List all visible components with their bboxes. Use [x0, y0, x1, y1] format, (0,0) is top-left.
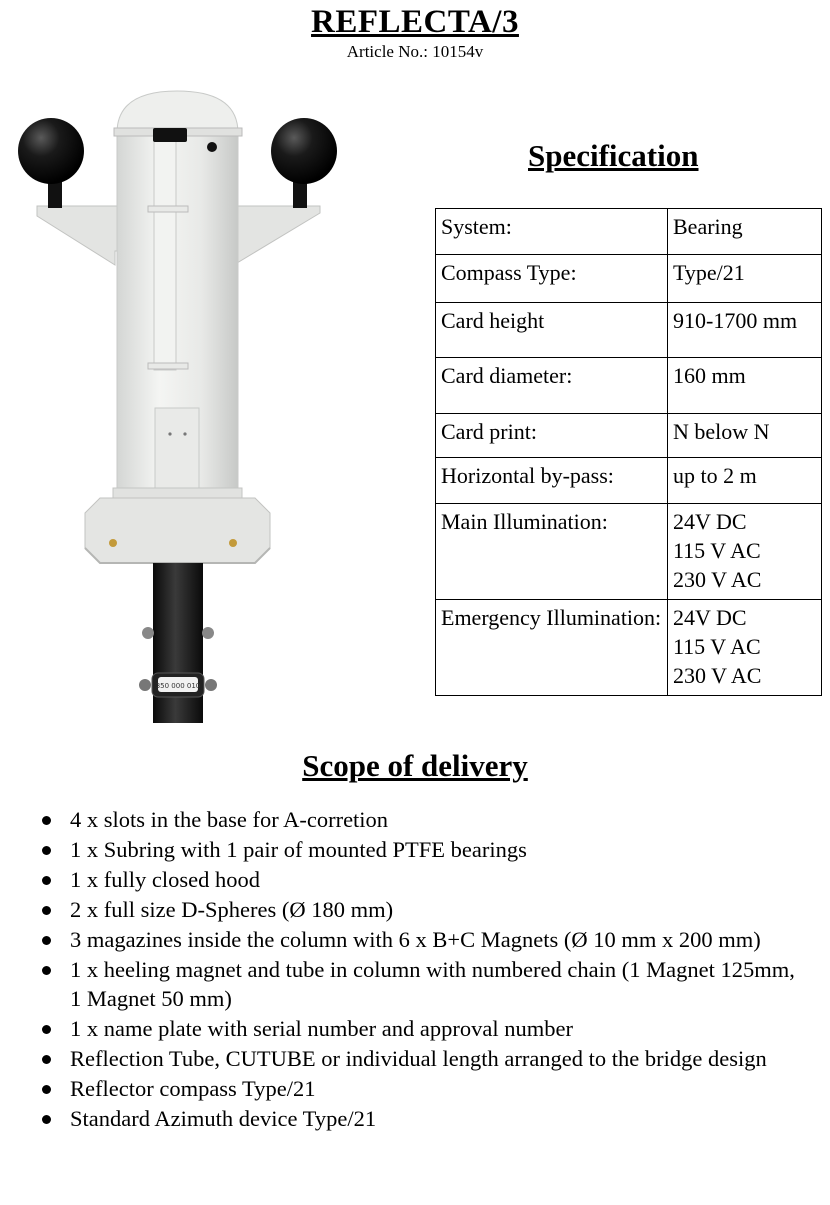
specification-table: [435, 208, 822, 696]
spec-row: [436, 209, 822, 255]
spec-value-line: up to 2 m: [673, 463, 757, 488]
scope-of-delivery-list: [40, 805, 800, 1134]
list-item: [40, 1014, 800, 1043]
spec-value: [668, 209, 822, 255]
spec-key: Horizontal by-pass:: [436, 458, 668, 504]
bullet-icon: [42, 936, 51, 945]
spec-key: Main Illumination:: [436, 504, 668, 600]
spec-row: [436, 255, 822, 303]
spec-value: [668, 458, 822, 504]
list-item: [40, 1104, 800, 1133]
spec-value-line: 24V DC: [673, 509, 747, 534]
list-item-text: 4 x slots in the base for A-corretion: [70, 807, 389, 832]
spec-row: [436, 303, 822, 358]
bullet-icon: [42, 1055, 51, 1064]
list-item-text: 1 x heeling magnet and tube in column with numbered chain (1 Magnet 125mm, 1 Magnet 50 mm): [70, 957, 795, 1011]
spec-value-line: 160 mm: [673, 363, 746, 388]
scope-of-delivery-heading: Scope of delivery: [302, 748, 528, 783]
spec-value: [668, 414, 822, 458]
binnacle-compass-product-image: [15, 88, 345, 723]
spec-value-line: 115 V AC: [673, 538, 761, 563]
article-number: Article No.: 10154v: [346, 42, 484, 61]
list-item-text: 1 x Subring with 1 pair of mounted PTFE bearings: [70, 837, 527, 862]
bullet-icon: [42, 1025, 51, 1034]
list-item: [40, 805, 800, 834]
list-item-text: Standard Azimuth device Type/21: [70, 1106, 377, 1131]
spec-value-line: 24V DC: [673, 605, 747, 630]
list-item: [40, 955, 800, 1013]
list-item-text: 1 x name plate with serial number and approval number: [70, 1016, 573, 1041]
bullet-icon: [42, 846, 51, 855]
spec-key: System:: [436, 209, 668, 255]
spec-value: [668, 358, 822, 414]
spec-value: [668, 303, 822, 358]
list-item: [40, 865, 800, 894]
spec-value-line: Type/21: [673, 260, 745, 285]
spec-value-line: 115 V AC: [673, 634, 761, 659]
spec-row: [436, 504, 822, 600]
page-title: REFLECTA/3: [311, 4, 519, 40]
spec-value: [668, 504, 822, 600]
list-item: [40, 835, 800, 864]
bullet-icon: [42, 876, 51, 885]
spec-value-line: 230 V AC: [673, 567, 762, 592]
bullet-icon: [42, 1115, 51, 1124]
specification-heading: Specification: [528, 138, 699, 173]
spec-row: [436, 600, 822, 696]
list-item: [40, 1044, 800, 1073]
spec-value-line: Bearing: [673, 214, 743, 239]
bullet-icon: [42, 816, 51, 825]
list-item: [40, 895, 800, 924]
svg-text:350 000 010: 350 000 010: [155, 682, 201, 690]
spec-row: [436, 358, 822, 414]
list-item: [40, 925, 800, 954]
spec-value: [668, 600, 822, 696]
spec-value-line: N below N: [673, 419, 770, 444]
list-item-text: 2 x full size D-Spheres (Ø 180 mm): [70, 897, 394, 922]
bullet-icon: [42, 966, 51, 975]
spec-key: Card diameter:: [436, 358, 668, 414]
list-item-text: Reflection Tube, CUTUBE or individual length arranged to the bridge design: [70, 1046, 767, 1071]
list-item-text: 1 x fully closed hood: [70, 867, 260, 892]
spec-key: Emergency Illumination:: [436, 600, 668, 696]
spec-row: [436, 458, 822, 504]
bullet-icon: [42, 1085, 51, 1094]
spec-value: [668, 255, 822, 303]
list-item-text: 3 magazines inside the column with 6 x B+C Magnets (Ø 10 mm x 200 mm): [70, 927, 761, 952]
bullet-icon: [42, 906, 51, 915]
list-item: [40, 1074, 800, 1103]
spec-value-line: 230 V AC: [673, 663, 762, 688]
spec-row: [436, 414, 822, 458]
spec-value-line: 910-1700 mm: [673, 308, 798, 333]
spec-key: Card print:: [436, 414, 668, 458]
spec-key: Card height: [436, 303, 668, 358]
list-item-text: Reflector compass Type/21: [70, 1076, 316, 1101]
spec-key: Compass Type:: [436, 255, 668, 303]
